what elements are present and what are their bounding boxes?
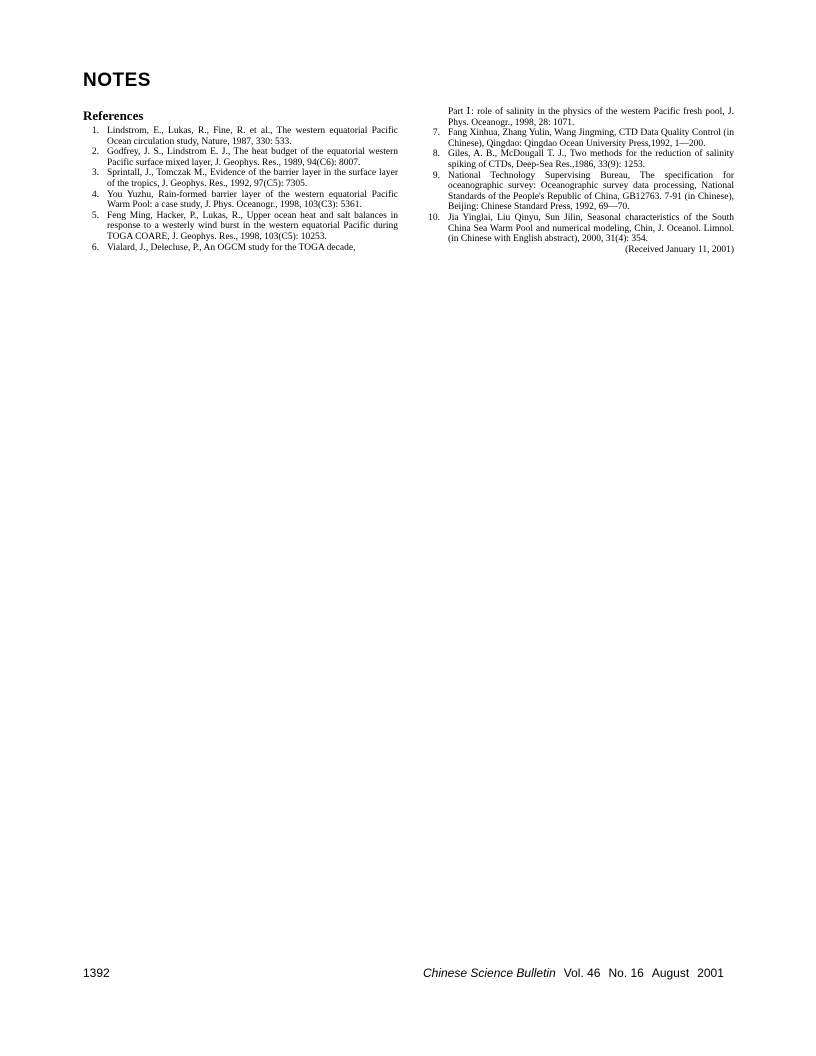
reference-item [424, 213, 734, 245]
reference-number: 6. [91, 242, 99, 253]
reference-item [83, 243, 398, 254]
reference-text: Giles, A. B., McDougall T. J., Two methods for the reduction of salinity spiking of CTDs, Deep-Sea Res.,1986, 33(9): 1253. [448, 149, 734, 170]
reference-item [83, 126, 398, 147]
received-date: (Received January 11, 2001) [625, 244, 734, 255]
page-number: 1392 [83, 966, 110, 980]
reference-text: Sprintall, J., Tomczak M., Evidence of the barrier layer in the surface layer of the tropics, J. Geophys. Res., 1992, 97(C5): 7305. [107, 168, 398, 189]
reference-number: 2. [91, 147, 99, 158]
reference-item [83, 190, 398, 211]
reference-text: Lindstrom, E., Lukas, R., Fine, R. et al., The western equatorial Pacific Ocean circulation study, Nature, 1987, 330: 533. [107, 126, 398, 147]
reference-item [83, 147, 398, 168]
reference-number: 7. [432, 128, 440, 139]
reference-text: National Technology Supervising Bureau, The specification for oceanographic survey: Oceanographic survey data processing, National Standards of the People's Republic of China, GB12763. 7-91 (in Chinese), Beijing: Chinese Standard Press, 1992, 69—70. [448, 170, 734, 213]
section-title: NOTES [83, 70, 151, 91]
reference-number: 8. [432, 149, 440, 160]
journal-info [423, 966, 724, 980]
reference-number: 9. [432, 170, 440, 181]
journal-volume: Vol. 46 [563, 966, 601, 980]
reference-text: Godfrey, J. S., Lindstrom E. J., The heat budget of the equatorial western Pacific surface mixed layer, J. Geophys. Res., 1989, 94(C6): 8007. [107, 147, 398, 168]
reference-text: Jia Yinglai, Liu Qinyu, Sun Jilin, Seasonal characteristics of the South China Sea Warm Pool and numerical modeling, Chin, J. Oceanol. Limnol. (in Chinese with English abstract), 2000, 31(4): 354. [448, 212, 734, 245]
reference-item [424, 149, 734, 170]
references-right-column [424, 107, 734, 255]
reference-number: 4. [91, 189, 99, 200]
reference-text: You Yuzhu, Rain-formed barrier layer of the western equatorial Pacific Warm Pool: a case study, J. Phys. Oceanogr., 1998, 103(C3): 5361. [107, 189, 398, 211]
journal-year: 2001 [697, 966, 724, 980]
reference-item [424, 171, 734, 213]
reference-continuation: Part Ⅰ: role of salinity in the physics of the western Pacific fresh pool, J. Phys. Oceanogr., 1998, 28: 1071. [448, 107, 734, 128]
journal-issue: No. 16 [608, 966, 644, 980]
reference-text: Fang Xinhua, Zhang Yulin, Wang Jingming, CTD Data Quality Control (in Chinese), Qingdao: Qingdao Ocean University Press,1992, 1—200. [448, 128, 734, 149]
reference-item [424, 128, 734, 149]
reference-number: 1. [91, 126, 99, 136]
reference-item [83, 211, 398, 243]
reference-number: 5. [91, 210, 99, 221]
references-heading: References [83, 108, 144, 123]
reference-text: Feng Ming, Hacker, P., Lukas, R., Upper ocean heat and salt balances in response to a westerly wind burst in the western equatorial Pacific during TOGA COARE, J. Geophys. Res., 1998, 103(C5): 10253. [107, 210, 398, 242]
references-left-column [83, 126, 398, 253]
journal-name: Chinese Science Bulletin [423, 966, 556, 980]
reference-item [83, 168, 398, 189]
reference-number: 3. [91, 168, 99, 179]
journal-month: August [651, 966, 690, 980]
reference-number: 10. [428, 212, 440, 223]
reference-text: Vialard, J., Delecluse, P., An OGCM study for the TOGA decade, [107, 242, 356, 253]
